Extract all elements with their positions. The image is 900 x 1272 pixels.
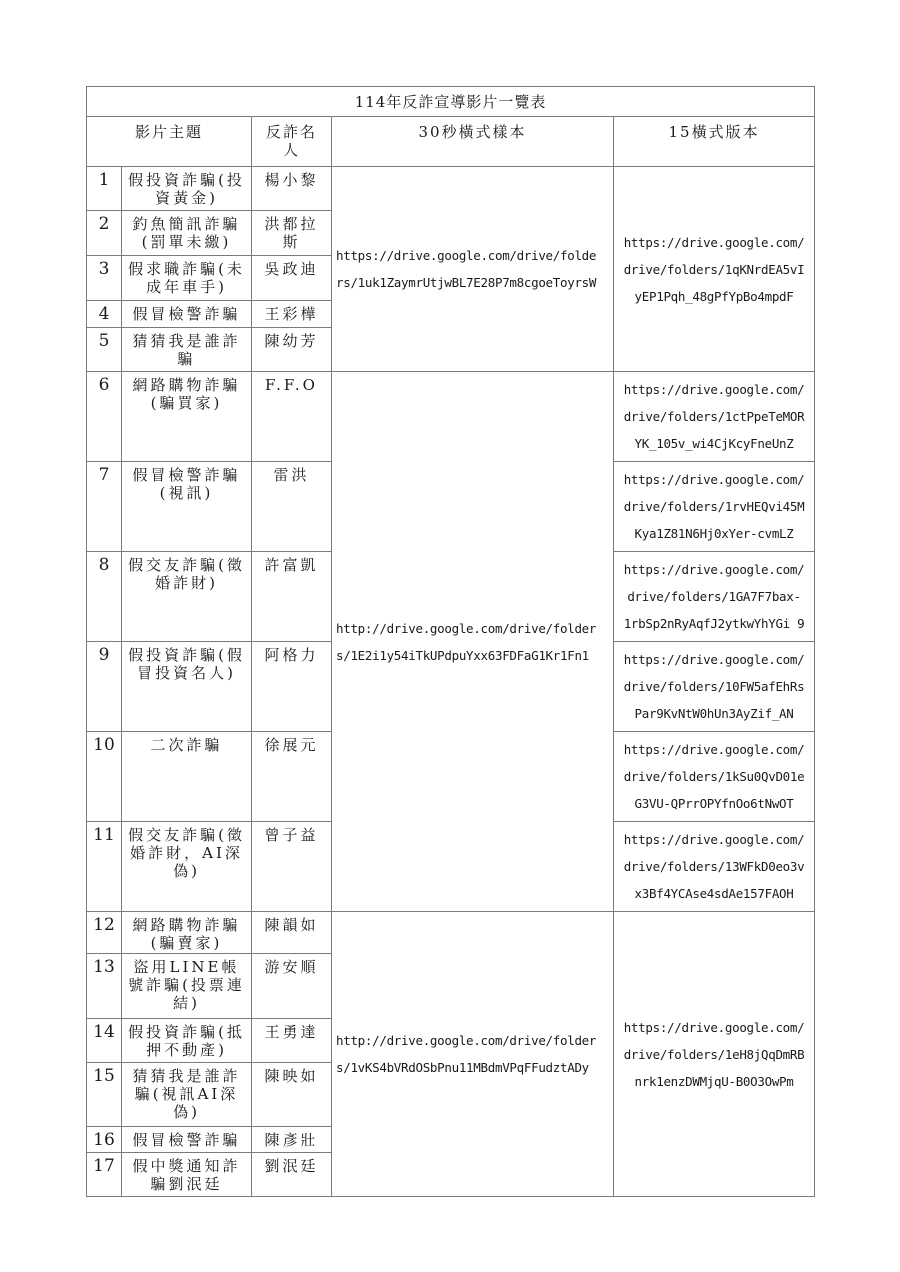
spokesperson: 阿格力 <box>252 642 332 732</box>
spokesperson: 曾子益 <box>252 822 332 912</box>
row-number: 12 <box>87 912 122 954</box>
row-number: 8 <box>87 552 122 642</box>
row-number: 9 <box>87 642 122 732</box>
link-30s-line-2[interactable]: s/1E2i1y54iTkUPdpuYxx63FDFaG1Kr1Fn1 <box>336 647 589 663</box>
link-15s-row-11[interactable] <box>614 822 815 912</box>
link-15s-line-1[interactable]: https://drive.google.com/ <box>623 562 805 577</box>
video-topic: 假投資詐騙(假冒投資名人) <box>122 642 252 732</box>
row-number: 3 <box>87 256 122 301</box>
link-30s-line-1[interactable]: http://drive.google.com/drive/folder <box>336 1033 597 1048</box>
link-15s-line-2[interactable]: drive/folders/1rvHEQvi45M <box>623 499 805 514</box>
link-15s-row-10[interactable] <box>614 732 815 822</box>
table-row <box>87 167 815 211</box>
spokesperson: 陳彥壯 <box>252 1127 332 1153</box>
row-number: 6 <box>87 372 122 462</box>
link-15s-line-1[interactable]: https://drive.google.com/ <box>623 382 805 397</box>
link-30s-group-2[interactable] <box>332 372 614 912</box>
row-number: 1 <box>87 167 122 211</box>
link-30s-group-1[interactable] <box>332 167 614 372</box>
spokesperson: 雷洪 <box>252 462 332 552</box>
link-15s-line-3[interactable]: x3Bf4YCAse4sdAe157FAOH <box>634 886 794 901</box>
video-topic: 二次詐騙 <box>122 732 252 822</box>
header-topic: 影片主題 <box>87 117 252 167</box>
video-topic: 盜用LINE帳號詐騙(投票連結) <box>122 954 252 1019</box>
link-15s-line-3[interactable]: Kya1Z81N6Hj0xYer-cvmLZ <box>634 526 794 541</box>
link-15s-line-2[interactable]: drive/folders/1kSu0QvD01e <box>623 769 805 784</box>
link-15s-row-8[interactable] <box>614 552 815 642</box>
spokesperson: 陳映如 <box>252 1063 332 1127</box>
spokesperson: 王彩樺 <box>252 301 332 328</box>
link-15s-line-1[interactable]: https://drive.google.com/ <box>623 1019 805 1035</box>
link-30s-line-2[interactable]: rs/1uk1ZaymrUtjwBL7E28P7m8cgoeToyrsW <box>336 275 597 290</box>
link-15s-line-3[interactable]: yEP1Pqh_48gPfYpBo4mpdF <box>634 288 794 304</box>
row-number: 13 <box>87 954 122 1019</box>
table-row <box>87 372 815 462</box>
row-number: 16 <box>87 1127 122 1153</box>
row-number: 15 <box>87 1063 122 1127</box>
spokesperson: 游安順 <box>252 954 332 1019</box>
video-topic: 網路購物詐騙(騙賣家) <box>122 912 252 954</box>
link-15s-line-3[interactable]: YK_105v_wi4CjKcyFneUnZ <box>634 436 794 451</box>
link-15s-line-3[interactable]: G3VU-QPrrOPYfnOo6tNwOT <box>634 796 794 811</box>
row-number: 2 <box>87 211 122 256</box>
video-list-table <box>86 86 815 1197</box>
link-15s-line-1[interactable]: https://drive.google.com/ <box>623 832 805 847</box>
video-topic: 假冒檢警詐騙 <box>122 1127 252 1153</box>
video-topic: 假交友詐騙(徵婚詐財，AI深偽) <box>122 822 252 912</box>
video-topic: 猜猜我是誰詐騙 <box>122 328 252 372</box>
spokesperson: 楊小黎 <box>252 167 332 211</box>
spokesperson: 劉泯廷 <box>252 1153 332 1197</box>
link-15s-line-1[interactable]: https://drive.google.com/ <box>623 652 805 667</box>
link-15s-line-1[interactable]: https://drive.google.com/ <box>623 742 805 757</box>
spokesperson: F.F.O <box>252 372 332 462</box>
row-number: 10 <box>87 732 122 822</box>
video-topic: 假冒檢警詐騙(視訊) <box>122 462 252 552</box>
link-15s-line-2[interactable]: drive/folders/1ctPpeTeMOR <box>623 409 805 424</box>
header-15s-version: 15橫式版本 <box>614 117 815 167</box>
link-15s-line-3[interactable]: 1rbSp2nRyAqfJ2ytkwYhYGi 9 <box>623 616 805 631</box>
row-number: 4 <box>87 301 122 328</box>
table-title: 114年反詐宣導影片一覽表 <box>87 87 815 117</box>
video-topic: 假求職詐騙(未成年車手) <box>122 256 252 301</box>
row-number: 5 <box>87 328 122 372</box>
spokesperson: 吳政迪 <box>252 256 332 301</box>
link-30s-line-2[interactable]: s/1vKS4bVRdOSbPnu11MBdmVPqFFudztADy <box>336 1060 589 1075</box>
link-15s-line-2[interactable]: drive/folders/1qKNrdEA5vI <box>623 261 805 277</box>
link-30s-group-3[interactable] <box>332 912 614 1197</box>
link-15s-line-2[interactable]: drive/folders/13WFkD0eo3v <box>623 859 805 874</box>
link-15s-group-3[interactable] <box>614 912 815 1197</box>
video-topic: 假投資詐騙(投資黃金) <box>122 167 252 211</box>
spokesperson: 陳韻如 <box>252 912 332 954</box>
link-15s-row-6[interactable] <box>614 372 815 462</box>
spokesperson: 陳幼芳 <box>252 328 332 372</box>
link-15s-line-1[interactable]: https://drive.google.com/ <box>623 472 805 487</box>
link-15s-line-2[interactable]: drive/folders/1eH8jQqDmRB <box>623 1046 805 1062</box>
link-15s-line-1[interactable]: https://drive.google.com/ <box>623 234 805 250</box>
row-number: 11 <box>87 822 122 912</box>
video-topic: 假交友詐騙(徵婚詐財) <box>122 552 252 642</box>
link-15s-line-2[interactable]: drive/folders/10FW5afEhRs <box>623 679 805 694</box>
spokesperson: 徐展元 <box>252 732 332 822</box>
row-number: 17 <box>87 1153 122 1197</box>
link-15s-row-9[interactable] <box>614 642 815 732</box>
row-number: 7 <box>87 462 122 552</box>
link-15s-line-2[interactable]: drive/folders/1GA7F7bax- <box>627 589 801 604</box>
video-topic: 假中獎通知詐騙劉泯廷 <box>122 1153 252 1197</box>
row-number: 14 <box>87 1019 122 1063</box>
link-15s-line-3[interactable]: Par9KvNtW0hUn3AyZif_AN <box>634 706 794 721</box>
spokesperson: 許富凱 <box>252 552 332 642</box>
video-topic: 猜猜我是誰詐騙(視訊AI深偽) <box>122 1063 252 1127</box>
link-30s-line-1[interactable]: https://drive.google.com/drive/folde <box>336 248 597 263</box>
header-30s-sample: 30秒橫式樣本 <box>332 117 614 167</box>
spokesperson: 王勇達 <box>252 1019 332 1063</box>
spokesperson: 洪都拉斯 <box>252 211 332 256</box>
video-topic: 網路購物詐騙(騙買家) <box>122 372 252 462</box>
video-topic: 假投資詐騙(抵押不動產) <box>122 1019 252 1063</box>
table-row <box>87 912 815 954</box>
link-15s-line-3[interactable]: nrk1enzDWMjqU-B0O3OwPm <box>634 1073 794 1089</box>
video-topic: 假冒檢警詐騙 <box>122 301 252 328</box>
header-spokesperson: 反詐名人 <box>252 117 332 167</box>
link-30s-line-1[interactable]: http://drive.google.com/drive/folder <box>336 620 597 636</box>
link-15s-row-7[interactable] <box>614 462 815 552</box>
video-topic: 釣魚簡訊詐騙(罰單未繳) <box>122 211 252 256</box>
link-15s-group-1[interactable] <box>614 167 815 372</box>
